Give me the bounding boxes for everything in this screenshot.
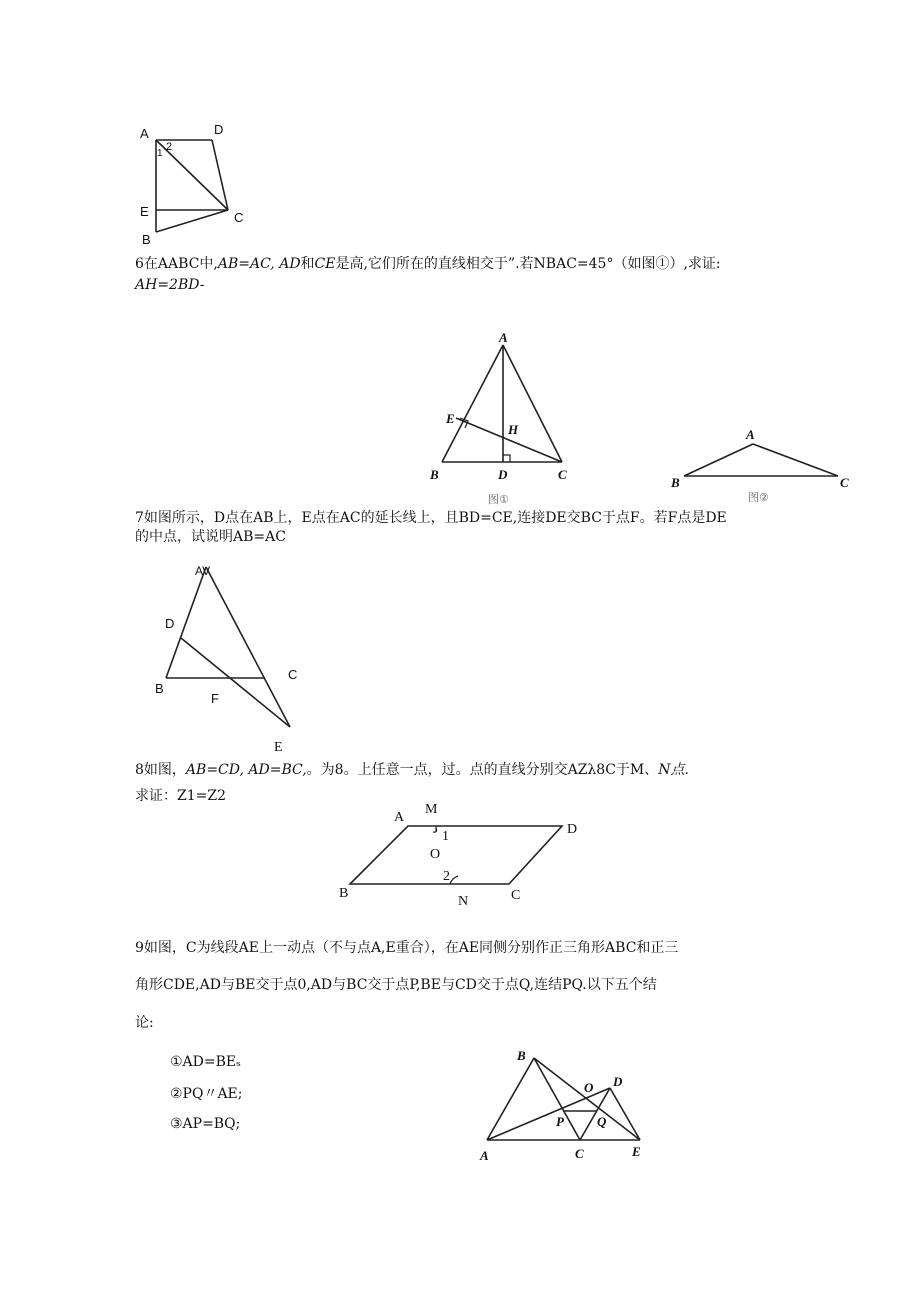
angle-2-label: 2 bbox=[166, 141, 173, 153]
q9-conclusion-2: ②PQ〃AE; bbox=[170, 1086, 243, 1102]
q9-line2: 角形CDE,AD与BE交于点0,AD与BC交于点P,BE与CD交于点Q,连结PQ.以下五个结 bbox=[135, 977, 657, 993]
q8-n: N点. bbox=[658, 762, 689, 778]
fig9-label-P: P bbox=[556, 1114, 564, 1129]
label-C: C bbox=[234, 210, 244, 225]
fig9-label-D: D bbox=[613, 1074, 623, 1089]
label-B: B bbox=[142, 232, 151, 247]
fig2-label-C: C bbox=[840, 475, 849, 490]
q6-number: 6在 bbox=[135, 256, 158, 272]
fig1-label-D: D bbox=[498, 467, 508, 482]
q8-line2: 求证：Z1=Z2 bbox=[135, 788, 226, 804]
label-D: D bbox=[214, 122, 224, 137]
fig8-label-O: O bbox=[430, 847, 441, 862]
fig7-label-D: D bbox=[165, 616, 175, 631]
label-E: E bbox=[140, 204, 149, 219]
q8-condition: AB=CD, AD=BC, bbox=[185, 762, 307, 778]
q9-line3: 论: bbox=[135, 1015, 154, 1031]
fig9-label-A: A bbox=[480, 1148, 489, 1163]
fig9-label-E: E bbox=[632, 1144, 641, 1159]
fig1-label-A: A bbox=[499, 330, 508, 345]
fig7-label-A: AV bbox=[195, 564, 211, 578]
fig9-label-C: C bbox=[575, 1146, 584, 1161]
q7-line2: 的中点，试说明AB=AC bbox=[135, 529, 286, 545]
fig2-label-A: A bbox=[746, 427, 755, 442]
fig8-label-M: M bbox=[425, 802, 438, 817]
fig8-angle-2: 2 bbox=[443, 869, 450, 884]
label-A: A bbox=[140, 126, 149, 141]
q6-and: 和 bbox=[300, 256, 315, 272]
fig8-label-D: D bbox=[567, 822, 578, 837]
fig7-label-C: C bbox=[288, 667, 298, 682]
fig9-label-B: B bbox=[517, 1048, 526, 1063]
fig7-label-E: E bbox=[274, 740, 283, 755]
fig1-label-H: H bbox=[508, 422, 519, 437]
q6-ce: CE bbox=[314, 256, 336, 272]
q6-rest: 是高,它们所在的直线相交于”.若NBAC=45°（如图①）,求证: bbox=[335, 256, 721, 272]
angle-1-label: 1 bbox=[157, 148, 163, 159]
q9-conclusion-1: ①AD=BEₛ bbox=[170, 1054, 241, 1070]
figure-caption-1: 图① bbox=[488, 493, 509, 506]
figure-caption-2: 图② bbox=[748, 491, 769, 504]
fig8-angle-1: 1 bbox=[442, 829, 449, 844]
q9-line1: 9如图，C为线段AE上一动点（不与点A,E重合），在AE同侧分别作正三角形ABC和正三 bbox=[135, 940, 679, 956]
fig7-label-F: F bbox=[211, 691, 219, 706]
q8-rest: 。为8。上任意一点，过。点的直线分别交AZλ8C于M、 bbox=[306, 762, 659, 778]
fig1-label-C: C bbox=[558, 467, 567, 482]
fig7-label-B: B bbox=[155, 681, 164, 696]
q6-line2: AH=2BD- bbox=[135, 277, 205, 293]
fig8-label-N: N bbox=[458, 894, 469, 909]
q6-triangle: AABC中, bbox=[157, 256, 218, 272]
fig9-label-Q: Q bbox=[597, 1114, 607, 1129]
fig8-label-B: B bbox=[339, 886, 349, 901]
fig8-label-A: A bbox=[394, 810, 405, 825]
q6-condition: AB=AC, AD bbox=[217, 256, 301, 272]
fig1-label-B: B bbox=[430, 467, 439, 482]
q8-number: 8如图， bbox=[135, 762, 186, 778]
fig1-label-E: E bbox=[446, 411, 455, 426]
q9-conclusion-3: ③AP=BQ; bbox=[170, 1116, 241, 1132]
fig8-label-C: C bbox=[511, 888, 521, 903]
fig2-label-B: B bbox=[671, 475, 680, 490]
fig9-label-O: O bbox=[584, 1080, 594, 1095]
q7-line1: 7如图所示，D点在AB上，E点在AC的延长线上，且BD=CE,连接DE交BC于点F。若F点是DE bbox=[135, 510, 727, 526]
